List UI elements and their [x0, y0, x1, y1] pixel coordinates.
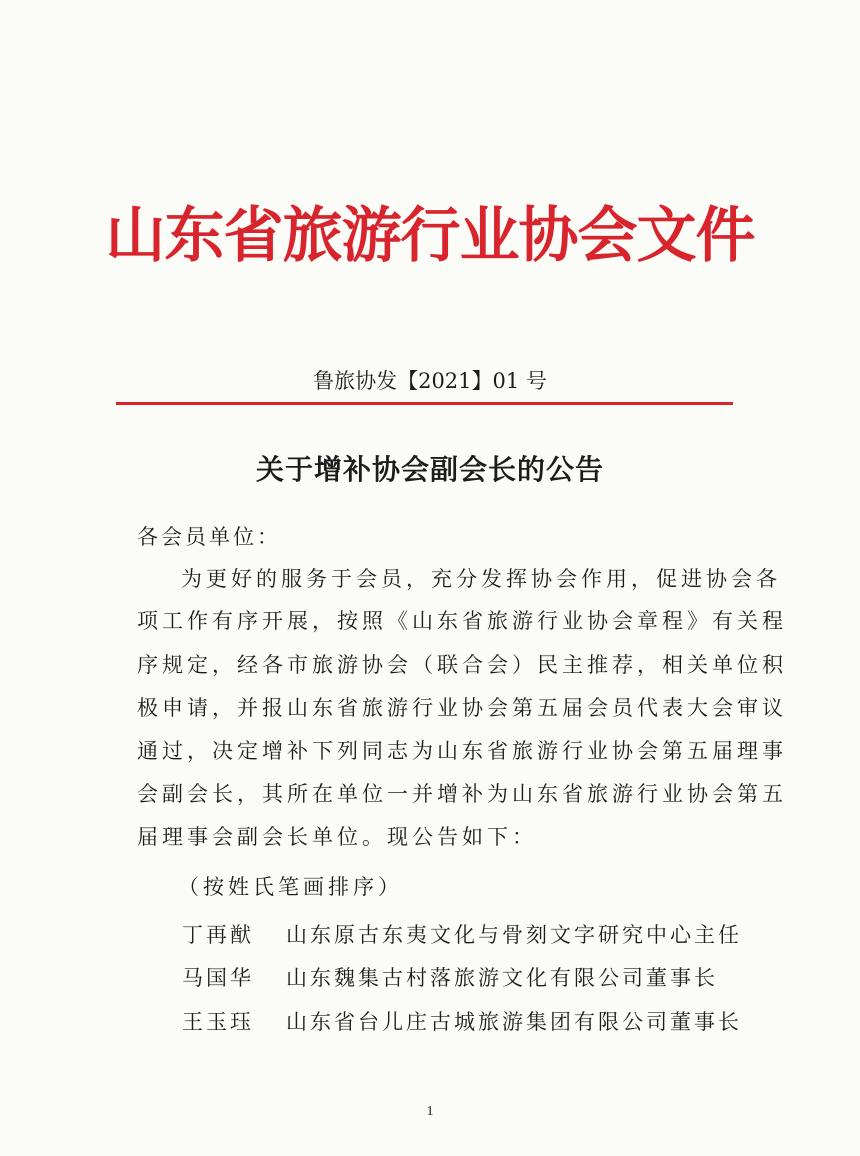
- body-line: 项工作有序开展，按照《山东省旅游行业协会章程》有关程: [137, 609, 787, 633]
- masthead-title: 山东省旅游行业协会文件: [105, 201, 755, 271]
- member-entry: [182, 920, 742, 950]
- document-number: 鲁旅协发【2021】01 号: [313, 369, 547, 393]
- salutation: 各会员单位：: [137, 525, 281, 549]
- member-position: 山东省台儿庄古城旅游集团有限公司董事长: [286, 1010, 742, 1034]
- ordering-note: （按姓氏笔画排序）: [178, 875, 403, 899]
- page-number: 1: [426, 1104, 434, 1119]
- member-name: 王玉珏: [182, 1010, 254, 1034]
- red-separator-line: [116, 402, 733, 405]
- member-position: 山东原古东夷文化与骨刻文字研究中心主任: [286, 923, 742, 947]
- body-line: 通过，决定增补下列同志为山东省旅游行业协会第五届理事: [137, 739, 787, 763]
- notice-title: 关于增补协会副会长的公告: [255, 453, 604, 486]
- member-entry: [182, 963, 742, 993]
- body-line: 会副会长，其所在单位一并增补为山东省旅游行业协会第五: [137, 782, 787, 806]
- body-line: 序规定，经各市旅游协会（联合会）民主推荐，相关单位积: [137, 653, 787, 677]
- member-name: 丁再猷: [182, 923, 254, 947]
- member-entry: [182, 1007, 742, 1037]
- member-position: 山东魏集古村落旅游文化有限公司董事长: [286, 966, 718, 990]
- member-name: 马国华: [182, 966, 254, 990]
- body-line: 届理事会副会长单位。现公告如下：: [137, 825, 537, 849]
- body-line: 为更好的服务于会员，充分发挥协会作用，促进协会各: [181, 567, 781, 591]
- body-line: 极申请，并报山东省旅游行业协会第五届会员代表大会审议: [137, 696, 787, 720]
